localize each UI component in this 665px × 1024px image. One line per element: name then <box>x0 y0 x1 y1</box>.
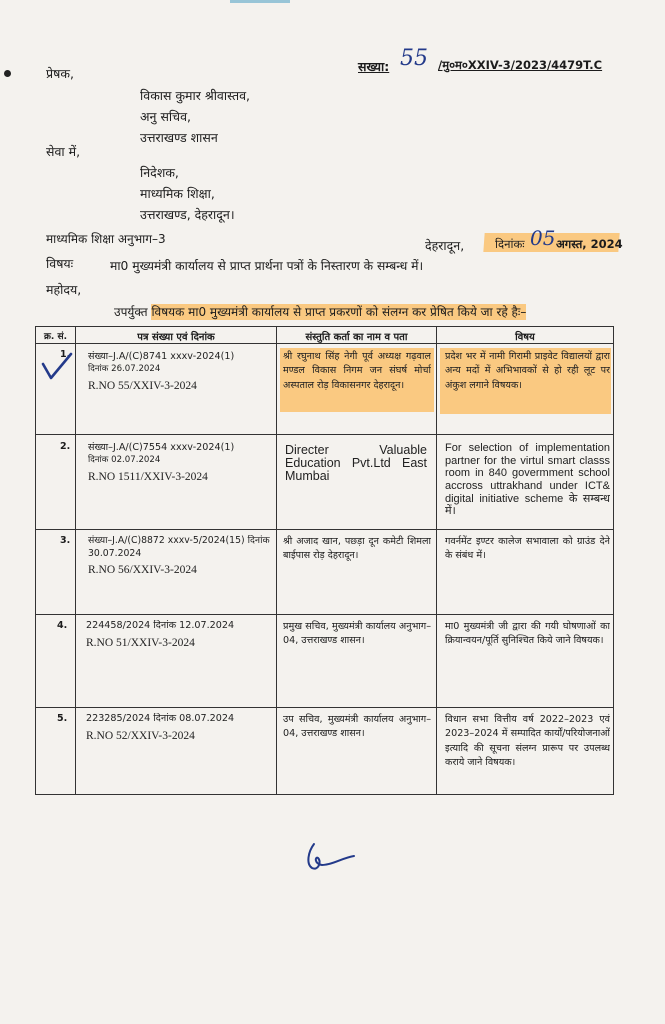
recipient-title: निदेशक, <box>140 165 179 180</box>
table-row-line <box>35 434 614 435</box>
row-letter <box>86 620 274 651</box>
col-header-subject: विषय <box>515 332 535 343</box>
salutation: महोदय, <box>46 282 82 297</box>
date-place: देहरादून, <box>425 238 465 253</box>
row-subject: For selection of implementation partner for the virtul smart classs room in 840 govermment school accross uttrakhand under ICT& digital initiative scheme के सम्बन्ध में। <box>445 442 610 518</box>
col-header-recommender: संस्तुति कर्ता का नाम व पता <box>305 332 408 343</box>
row-sn: 2. <box>60 441 71 452</box>
row-letter-number: संख्या–J.A/(C)7554 xxxv-2024(1) <box>88 442 235 453</box>
row-letter <box>88 442 274 485</box>
row-letter-number: 224458/2024 दिनांक 12.07.2024 <box>86 620 235 631</box>
table-border-right <box>613 326 614 795</box>
table-col-line <box>436 326 437 795</box>
row-letter-number: 223285/2024 दिनांक 08.07.2024 <box>86 713 235 724</box>
table-border-top <box>35 326 614 327</box>
recipient-dept: माध्यमिक शिक्षा, <box>140 186 215 201</box>
date-day-handwritten: 05 <box>530 226 556 250</box>
intro-line <box>114 305 526 319</box>
table-row-line <box>35 707 614 708</box>
row-sn: 3. <box>60 535 71 546</box>
intro-before: उपर्युक्त <box>114 305 152 319</box>
date-month-year: अगस्त, 2024 <box>556 237 623 251</box>
table-border-bottom <box>35 794 614 795</box>
row-recommender: प्रमुख सचिव, मुख्यमंत्री कार्यालय अनुभाग–04, उत्तराखण्ड शासन। <box>283 621 431 647</box>
row-letter-date: दिनांक 02.07.2024 <box>88 454 161 465</box>
sender-designation: अनु सचिव, <box>140 109 192 124</box>
row-rno: R.NO 1511/XXIV-3-2024 <box>88 470 208 483</box>
ref-code: /मु०म०XXIV-3/2023/4479T.C <box>438 58 603 72</box>
punch-mark <box>4 70 11 77</box>
sender-label: प्रेषक, <box>46 66 74 81</box>
row-rno: R.NO 56/XXIV-3-2024 <box>88 564 197 577</box>
checkmark-icon <box>40 352 74 382</box>
row-rno: R.NO 55/XXIV-3-2024 <box>88 379 197 392</box>
row-subject: विधान सभा वित्तीय वर्ष 2022–2023 एवं 2023–2024 में सम्पादित कार्यों/परियोजनाओं इत्यादि की सूचना संलग्न प्रारूप पर उपलब्ध कराये जाने विषयक। <box>445 714 610 769</box>
row-letter <box>88 351 274 394</box>
row-rno: R.NO 51/XXIV-3-2024 <box>86 636 195 649</box>
row-sn: 5. <box>57 713 68 724</box>
row-recommender: उप सचिव, मुख्यमंत्री कार्यालय अनुभाग–04, उत्तराखण्ड शासन। <box>283 714 431 740</box>
row-letter-number: संख्या–J.A/(C)8872 xxxv-5/2024(15) दिनांक 30.07.2024 <box>88 535 270 559</box>
row-recommender: श्री रघुनाथ सिंह नेगी पूर्व अध्यक्ष गढ़वाल मण्डल विकास निगम जन संघर्ष मोर्चा अस्पताल रोड़ विकासनगर देहरादून। <box>283 351 431 391</box>
col-header-letter: पत्र संख्या एवं दिनांक <box>137 332 215 343</box>
subject-label: विषयः <box>46 256 74 271</box>
row-subject: मा0 मुख्यमंत्री जी द्वारा की गयी घोषणाओं का क्रियान्वयन/पूर्ति सुनिश्चित किये जाने विषयक। <box>445 621 610 647</box>
signature-flourish <box>300 838 360 878</box>
recipient-place: उत्तराखण्ड, देहरादून। <box>140 207 235 222</box>
row-letter <box>88 535 274 579</box>
section-name: माध्यमिक शिक्षा अनुभाग–3 <box>46 232 166 246</box>
row-letter-number: संख्या–J.A/(C)8741 xxxv-2024(1) <box>88 351 235 362</box>
page-top-edge <box>230 0 290 3</box>
ref-number-handwritten: 55 <box>400 46 428 71</box>
intro-highlighted: विषयक मा0 मुख्यमंत्री कार्यालय से प्राप्त प्रकरणों को संलग्न कर प्रेषित किये जा रहे हैः– <box>151 305 527 319</box>
row-sn: 4. <box>57 620 68 631</box>
table-header-line <box>35 343 614 344</box>
date-label: दिनांकः <box>495 237 525 251</box>
table-col-line <box>75 326 76 795</box>
ref-label: सख्या: <box>358 59 390 74</box>
row-letter-date: दिनांक 26.07.2024 <box>88 363 161 374</box>
table-row-line <box>35 614 614 615</box>
table-row-line <box>35 529 614 530</box>
table-border-left <box>35 326 36 795</box>
sender-office: उत्तराखण्ड शासन <box>140 130 218 145</box>
subject-text: मा0 मुख्यमंत्री कार्यालय से प्राप्त प्रार्थना पत्रों के निस्तारण के सम्बन्ध में। <box>110 259 424 273</box>
row-subject: प्रदेश भर में नामी गिरामी प्राइवेट विद्यालयों द्वारा अन्य मदों में अभिभावकों से हो रही लूट पर अंकुश लगाने विषयक। <box>445 351 610 391</box>
col-header-sn: क्र. सं. <box>44 332 67 342</box>
recipient-label: सेवा में, <box>46 144 81 159</box>
row-subject: गवर्नमेंट इण्टर कालेज सभावाला को ग्राउंड देने के संबंध में। <box>445 536 610 562</box>
sender-name: विकास कुमार श्रीवास्तव, <box>140 88 251 103</box>
row-recommender: श्री अजाद खान, पछ्ड़ा दून कमेटी शिमला बाईपास रोड़ देहरादून। <box>283 536 431 562</box>
row-sn: 1. <box>60 349 71 360</box>
table-col-line <box>276 326 277 795</box>
row-letter <box>86 713 274 744</box>
row-recommender: Directer Valuable Education Pvt.Ltd East Mumbai <box>285 444 427 484</box>
row-rno: R.NO 52/XXIV-3-2024 <box>86 729 195 742</box>
